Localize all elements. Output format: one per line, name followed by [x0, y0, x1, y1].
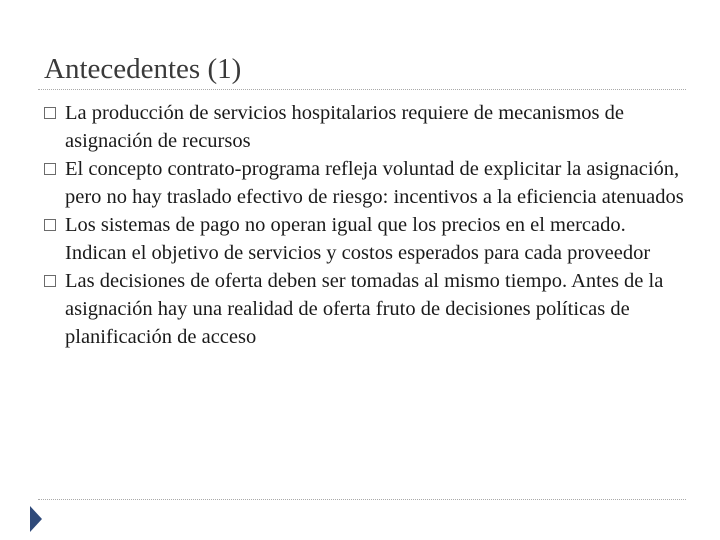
bullet-list: [44, 99, 684, 351]
checkbox-bullet-icon: [44, 219, 56, 231]
bullet-item: [44, 99, 684, 155]
chevron-right-icon[interactable]: [29, 504, 43, 534]
bullet-item: [44, 155, 684, 211]
bullet-text: Las decisiones de oferta deben ser tomadas al mismo tiempo. Antes de la asignación hay una realidad de oferta fruto de decisiones políticas de planificación de acceso: [65, 270, 664, 348]
bullet-item: [44, 211, 684, 267]
title-divider: [38, 89, 686, 90]
bullet-text: Los sistemas de pago no operan igual que los precios en el mercado. Indican el objetivo de servicios y costos esperados para cada proveedor: [65, 214, 651, 264]
bullet-text: El concepto contrato-programa refleja voluntad de explicitar la asignación, pero no hay traslado efectivo de riesgo: incentivos a la eficiencia atenuados: [65, 158, 684, 208]
checkbox-bullet-icon: [44, 163, 56, 175]
slide-title: Antecedentes (1): [44, 53, 242, 85]
footer-divider: [38, 499, 686, 500]
bullet-text: La producción de servicios hospitalarios requiere de mecanismos de asignación de recursos: [65, 102, 625, 152]
checkbox-bullet-icon: [44, 275, 56, 287]
bullet-item: [44, 267, 684, 351]
checkbox-bullet-icon: [44, 107, 56, 119]
